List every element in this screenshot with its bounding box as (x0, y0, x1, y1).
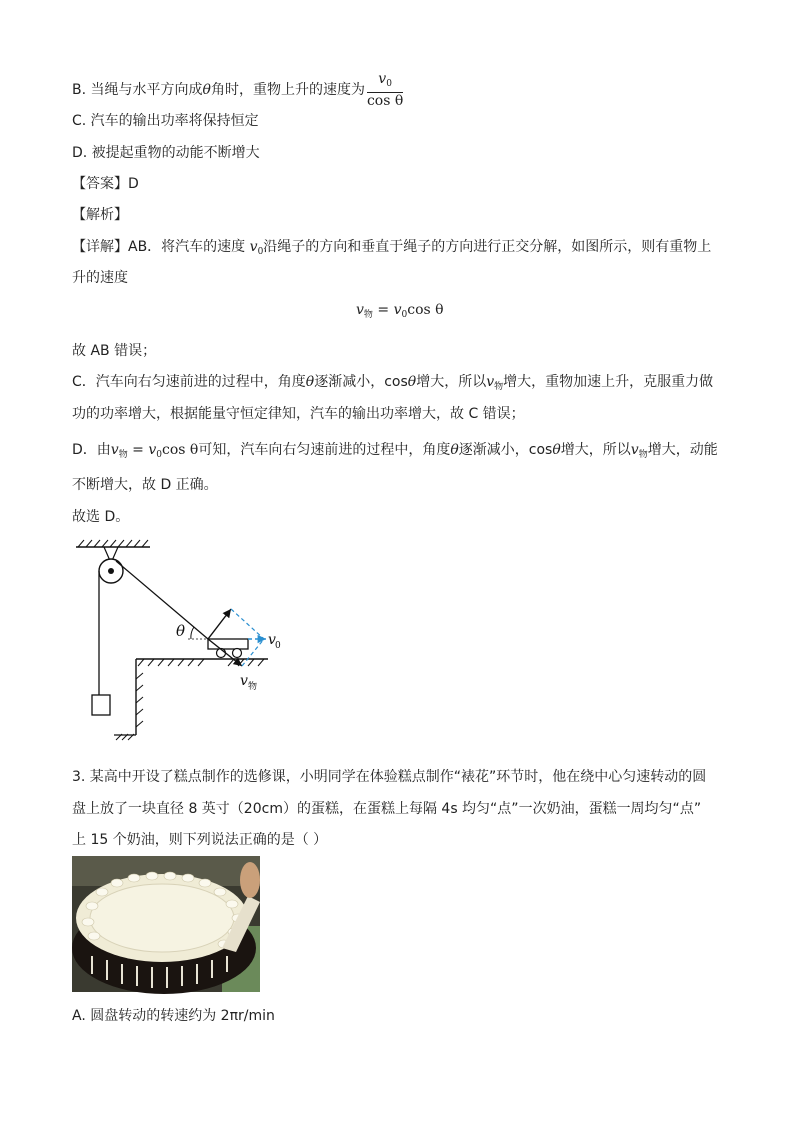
theta-symbol: θ (407, 374, 417, 390)
v0-sub: 0 (156, 450, 163, 460)
detail-text-a: 【详解】AB．将汽车的速度 (72, 239, 250, 255)
fraction-numerator: v (378, 71, 387, 87)
option-b-prefix: B. 当绳与水平方向成 (72, 82, 203, 98)
option-3a: A. 圆盘转动的转速约为 2πr/min (72, 1008, 275, 1024)
v-sub: 物 (638, 450, 648, 460)
angle-arc (191, 627, 194, 639)
detail-line-1 (72, 236, 711, 257)
formula-v0-sub: 0 (401, 310, 408, 320)
d-text-d: 增大，所以 (560, 442, 631, 458)
q3-line-1: 3. 某高中开设了糕点制作的选修课，小明同学在体验糕点制作“裱花”环节时，他在绕中心匀速转动的圆 (72, 769, 707, 785)
option-d: D. 被提起重物的动能不断增大 (72, 145, 260, 161)
car-wheel-right (233, 649, 242, 658)
cake-top (90, 884, 234, 952)
q3-line-2: 盘上放了一块直径 8 英寸（20cm）的蛋糕，在蛋糕上每隔 4s 均匀“点”一次奶油，蛋糕一周均匀“点” (72, 801, 702, 817)
v-symbol: v (110, 442, 119, 458)
formula-v-sub: 物 (363, 310, 373, 320)
v-sub: 物 (118, 450, 128, 460)
theta-label: θ (176, 622, 186, 640)
formula-cos: cos θ (407, 302, 444, 318)
fraction-numerator-sub: 0 (386, 79, 392, 89)
perpendicular-arrow (208, 609, 231, 639)
v-symbol: v (630, 442, 639, 458)
c-text-a: C．汽车向右匀速前进的过程中，角度 (72, 374, 306, 390)
option-c: C. 汽车的输出功率将保持恒定 (72, 113, 259, 129)
q3-line-3: 上 15 个奶油，则下列说法正确的是（ ） (72, 832, 328, 848)
d-text-b: 可知，汽车向右匀速前进的过程中，角度 (198, 442, 451, 458)
pulley-diagram (68, 535, 281, 747)
vwu-label-sub: 物 (248, 682, 258, 692)
formula-eq: = (372, 302, 394, 318)
v0-symbol: v (148, 442, 157, 458)
theta-symbol: θ (305, 374, 315, 390)
fraction-denominator: cos θ (366, 93, 404, 109)
option-b-middle: 角时，重物上升的速度为 (210, 82, 365, 98)
v0-symbol: v (249, 239, 258, 255)
c-para-line-1 (72, 371, 713, 392)
theta-symbol: θ (552, 442, 561, 458)
formula-v0: v (393, 302, 402, 318)
vwu-label: v (240, 673, 248, 689)
theta-symbol: θ (202, 82, 211, 98)
c-text-b: 逐渐减小，cos (314, 374, 408, 390)
c-text-d: 增大，重物加速上升，克服重力做 (503, 374, 714, 390)
ceiling-hatch (78, 540, 148, 547)
dashed-line-top (231, 609, 264, 639)
fraction (367, 71, 403, 109)
hand (240, 862, 260, 898)
formula-v: v (356, 302, 364, 318)
weight-block (92, 695, 110, 715)
choice: 故选 D。 (72, 509, 130, 525)
d-eq: = (127, 442, 149, 458)
v0-label: v (268, 632, 276, 648)
detail-text-b: 沿绳子的方向和垂直于绳子的方向进行正交分解，如图所示，则有重物上 (263, 239, 712, 255)
v-sub: 物 (494, 382, 504, 392)
v-symbol: v (486, 374, 495, 390)
answer: 【答案】D (72, 176, 139, 192)
cake-photo (72, 856, 260, 992)
d-text-e: 增大，动能 (647, 442, 718, 458)
c-para-line-2: 功的功率增大，根据能量守恒定律知，汽车的输出功率增大，故 C 错误； (72, 406, 525, 422)
d-cos: cos θ (162, 442, 199, 458)
d-text-c: 逐渐减小，cos (458, 442, 553, 458)
detail-line-2: 升的速度 (72, 270, 128, 286)
v0-sub: 0 (257, 247, 264, 257)
d-para-line-2: 不断增大，故 D 正确。 (72, 477, 218, 493)
formula (356, 302, 444, 320)
ground-hatch (116, 659, 264, 740)
pulley-axle (108, 568, 114, 574)
theta-symbol: θ (450, 442, 459, 458)
option-b (72, 70, 403, 110)
ab-conclusion: 故 AB 错误； (72, 343, 157, 359)
analysis-label: 【解析】 (72, 207, 128, 223)
d-para-line-1 (72, 439, 718, 460)
c-text-c: 增大，所以 (416, 374, 487, 390)
d-text-a: D．由 (72, 442, 111, 458)
v0-label-sub: 0 (275, 641, 281, 651)
